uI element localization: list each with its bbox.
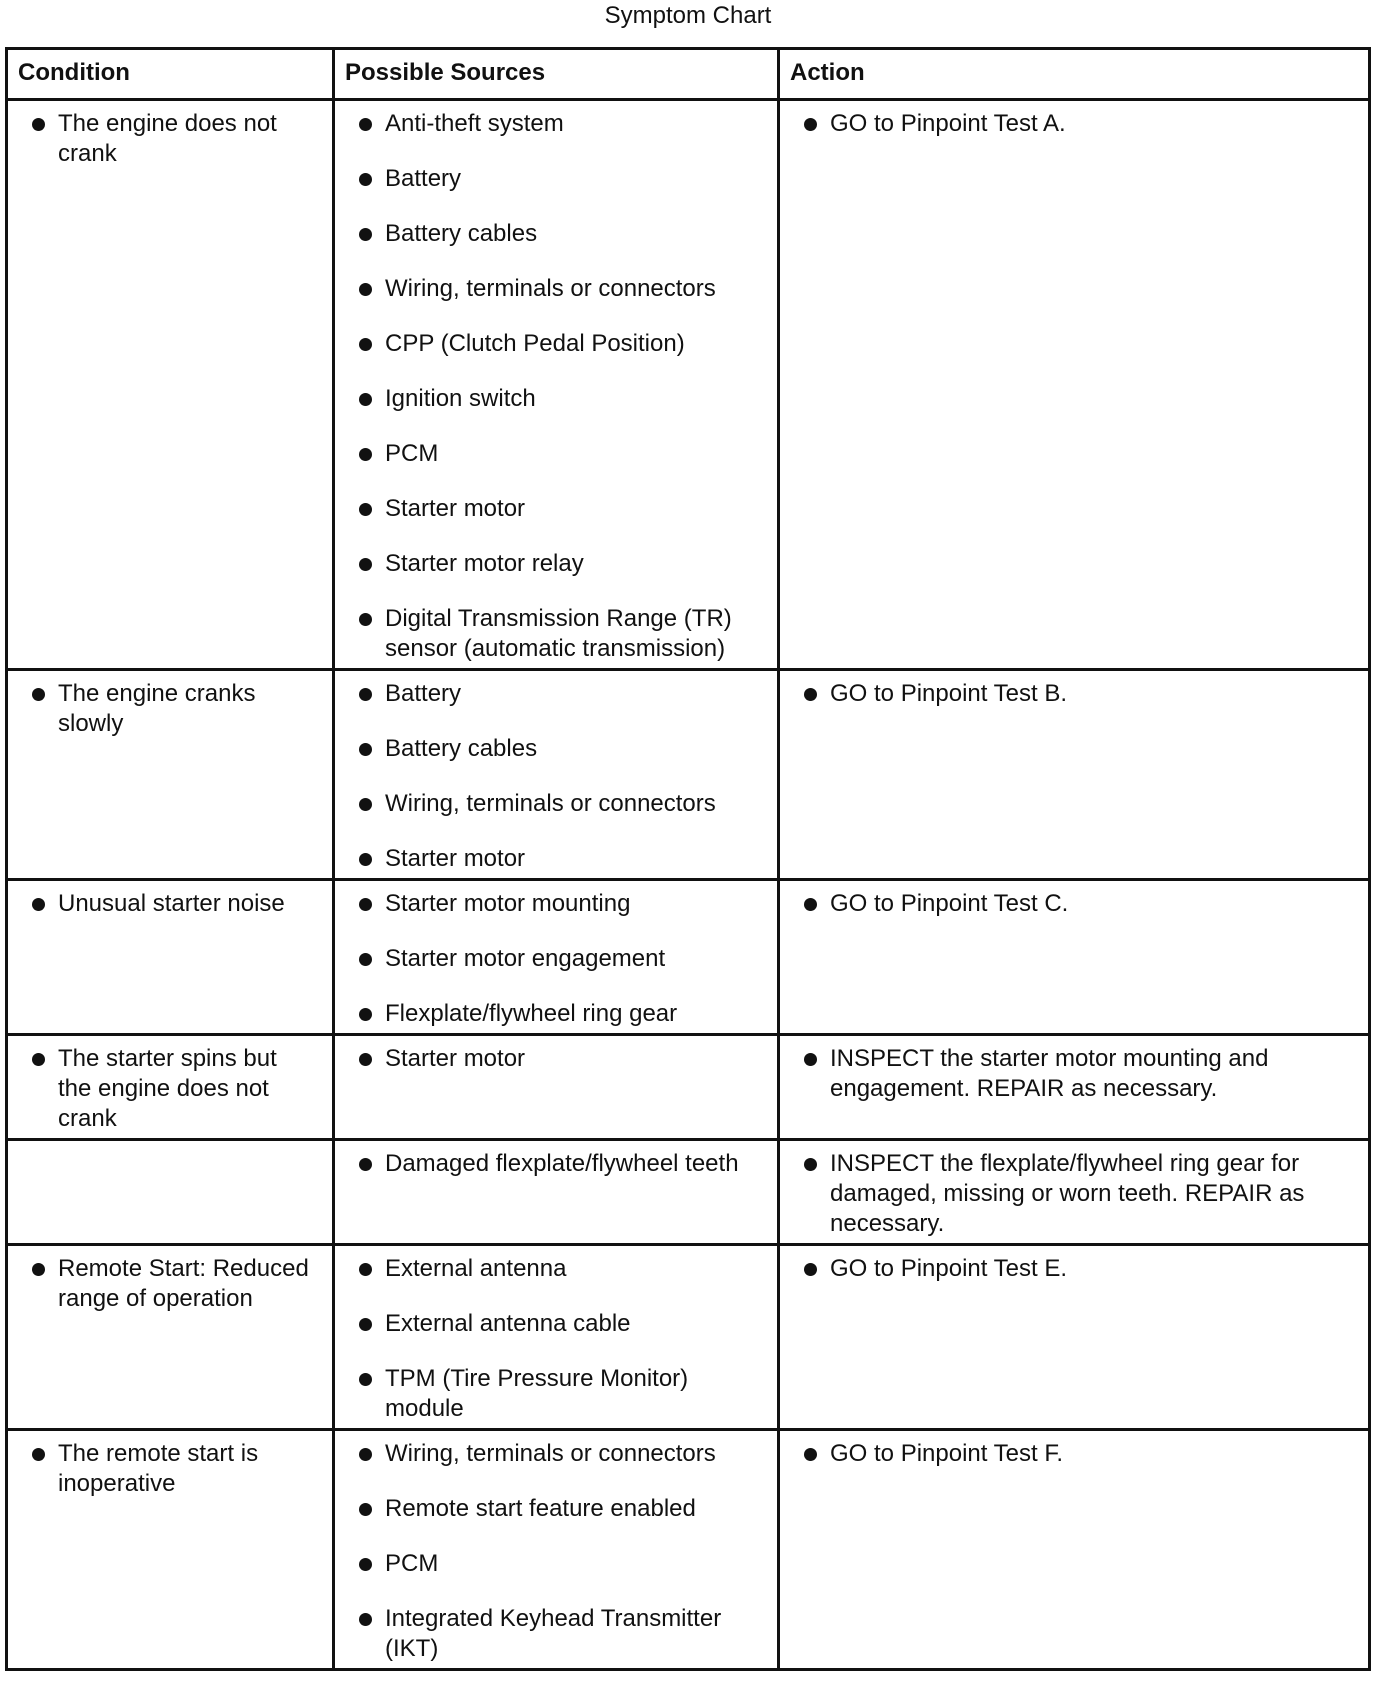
bullet-icon: [804, 1448, 817, 1461]
source-item: [357, 1494, 767, 1524]
condition-item: [30, 679, 322, 739]
bullet-list: [30, 1044, 322, 1134]
table-row: [7, 880, 1370, 1035]
source-item-text: Remote start feature enabled: [385, 1495, 696, 1522]
action-item-text: INSPECT the flexplate/flywheel ring gear for damaged, missing or worn teeth. REPAIR as necessary.: [830, 1150, 1305, 1237]
bullet-list: [30, 1254, 322, 1314]
source-item: [357, 889, 767, 919]
bullet-icon: [359, 558, 372, 571]
source-item-text: Battery cables: [385, 735, 538, 762]
bullet-icon: [804, 1263, 817, 1276]
bullet-icon: [32, 688, 45, 701]
source-item: [357, 274, 767, 304]
source-item-text: Wiring, terminals or connectors: [385, 790, 716, 817]
bullet-icon: [804, 898, 817, 911]
table-row: [7, 670, 1370, 880]
sources-cell: [334, 1140, 779, 1245]
source-item: [357, 604, 767, 664]
condition-cell: [7, 1245, 334, 1430]
condition-item: [30, 109, 322, 169]
source-item-text: Starter motor: [385, 495, 526, 522]
sources-cell: [334, 670, 779, 880]
source-item-text: PCM: [385, 440, 439, 467]
source-item: [357, 384, 767, 414]
bullet-icon: [359, 1503, 372, 1516]
bullet-icon: [32, 898, 45, 911]
source-item-text: Battery cables: [385, 220, 538, 247]
bullet-list: [357, 109, 767, 664]
source-item: [357, 329, 767, 359]
source-item: [357, 439, 767, 469]
source-item: [357, 679, 767, 709]
source-item-text: Starter motor relay: [385, 550, 584, 577]
source-item-text: Battery: [385, 165, 462, 192]
bullet-list: [802, 1439, 1358, 1469]
source-item: [357, 1439, 767, 1469]
source-item-text: Integrated Keyhead Transmitter (IKT): [385, 1605, 722, 1662]
bullet-list: [30, 109, 322, 169]
sources-cell: [334, 1245, 779, 1430]
bullet-icon: [359, 228, 372, 241]
bullet-icon: [359, 283, 372, 296]
source-item-text: Wiring, terminals or connectors: [385, 275, 716, 302]
source-item-text: Digital Transmission Range (TR) sensor (automatic transmission): [385, 605, 732, 662]
bullet-list: [357, 1044, 767, 1074]
bullet-list: [357, 1439, 767, 1664]
action-item: [802, 109, 1358, 139]
bullet-list: [357, 1254, 767, 1424]
bullet-icon: [359, 1053, 372, 1066]
condition-item: [30, 1439, 322, 1499]
condition-cell: [7, 100, 334, 670]
bullet-icon: [32, 1263, 45, 1276]
bullet-icon: [804, 118, 817, 131]
sources-cell: [334, 880, 779, 1035]
action-cell: [779, 880, 1370, 1035]
bullet-icon: [359, 743, 372, 756]
action-item-text: INSPECT the starter motor mounting and engagement. REPAIR as necessary.: [830, 1045, 1269, 1102]
action-cell: [779, 100, 1370, 670]
source-item: [357, 494, 767, 524]
source-item-text: External antenna: [385, 1255, 567, 1282]
source-item: [357, 109, 767, 139]
condition-cell: [7, 880, 334, 1035]
action-cell: [779, 1140, 1370, 1245]
condition-item: [30, 1044, 322, 1134]
source-item-text: Starter motor: [385, 1045, 526, 1072]
bullet-list: [30, 679, 322, 739]
action-item-text: GO to Pinpoint Test C.: [830, 890, 1069, 917]
source-item: [357, 999, 767, 1029]
condition-item-text: The remote start is inoperative: [58, 1440, 259, 1497]
bullet-icon: [359, 173, 372, 186]
action-item: [802, 679, 1358, 709]
bullet-icon: [359, 1448, 372, 1461]
source-item: [357, 1149, 767, 1179]
bullet-icon: [804, 688, 817, 701]
source-item-text: Starter motor mounting: [385, 890, 631, 917]
condition-item: [30, 889, 322, 919]
source-item-text: Ignition switch: [385, 385, 536, 412]
source-item-text: PCM: [385, 1550, 439, 1577]
bullet-icon: [359, 1263, 372, 1276]
bullet-list: [357, 889, 767, 1029]
source-item: [357, 844, 767, 874]
source-item: [357, 944, 767, 974]
source-item-text: Flexplate/flywheel ring gear: [385, 1000, 678, 1027]
source-item: [357, 549, 767, 579]
action-cell: [779, 670, 1370, 880]
action-item-text: GO to Pinpoint Test A.: [830, 110, 1066, 137]
source-item: [357, 1044, 767, 1074]
bullet-list: [802, 1044, 1358, 1104]
bullet-icon: [359, 953, 372, 966]
bullet-list: [802, 1149, 1358, 1239]
header-row: [7, 49, 1370, 100]
header-condition: Condition: [7, 49, 334, 100]
condition-cell: [7, 1035, 334, 1140]
condition-item-text: The engine does not crank: [58, 110, 277, 167]
action-item-text: GO to Pinpoint Test B.: [830, 680, 1068, 707]
bullet-list: [802, 679, 1358, 709]
bullet-icon: [359, 1613, 372, 1626]
action-item-text: GO to Pinpoint Test E.: [830, 1255, 1068, 1282]
action-cell: [779, 1035, 1370, 1140]
source-item: [357, 789, 767, 819]
source-item: [357, 164, 767, 194]
bullet-icon: [359, 118, 372, 131]
bullet-list: [802, 109, 1358, 139]
bullet-list: [30, 889, 322, 919]
table-row: [7, 1430, 1370, 1670]
bullet-icon: [359, 798, 372, 811]
bullet-icon: [359, 1158, 372, 1171]
bullet-icon: [804, 1158, 817, 1171]
action-cell: [779, 1430, 1370, 1670]
source-item: [357, 1254, 767, 1284]
bullet-icon: [359, 338, 372, 351]
bullet-icon: [359, 1318, 372, 1331]
source-item: [357, 1604, 767, 1664]
bullet-icon: [32, 118, 45, 131]
source-item: [357, 1364, 767, 1424]
condition-item-text: Unusual starter noise: [58, 890, 285, 917]
bullet-list: [357, 679, 767, 874]
bullet-icon: [359, 1008, 372, 1021]
source-item: [357, 734, 767, 764]
condition-cell: [7, 670, 334, 880]
bullet-list: [357, 1149, 767, 1179]
table-row: [7, 1140, 1370, 1245]
action-cell: [779, 1245, 1370, 1430]
bullet-list: [30, 1439, 322, 1499]
source-item-text: TPM (Tire Pressure Monitor) module: [385, 1365, 689, 1422]
action-item-text: GO to Pinpoint Test F.: [830, 1440, 1064, 1467]
table-row: [7, 1245, 1370, 1430]
condition-item-text: The starter spins but the engine does not crank: [58, 1045, 277, 1132]
bullet-icon: [32, 1448, 45, 1461]
bullet-icon: [804, 1053, 817, 1066]
bullet-icon: [32, 1053, 45, 1066]
bullet-list: [802, 1254, 1358, 1284]
bullet-icon: [359, 613, 372, 626]
bullet-icon: [359, 1558, 372, 1571]
action-item: [802, 1439, 1358, 1469]
condition-item-text: Remote Start: Reduced range of operation: [58, 1255, 309, 1312]
header-possible-sources: Possible Sources: [334, 49, 779, 100]
source-item: [357, 1549, 767, 1579]
source-item-text: Damaged flexplate/flywheel teeth: [385, 1150, 739, 1177]
source-item: [357, 219, 767, 249]
bullet-icon: [359, 898, 372, 911]
sources-cell: [334, 1035, 779, 1140]
symptom-table: [5, 47, 1371, 1671]
source-item: [357, 1309, 767, 1339]
action-item: [802, 1149, 1358, 1239]
table-row: [7, 100, 1370, 670]
action-item: [802, 889, 1358, 919]
bullet-icon: [359, 688, 372, 701]
source-item-text: CPP (Clutch Pedal Position): [385, 330, 685, 357]
condition-cell: [7, 1430, 334, 1670]
header-action: Action: [779, 49, 1370, 100]
action-item: [802, 1044, 1358, 1104]
source-item-text: Starter motor: [385, 845, 526, 872]
source-item-text: Wiring, terminals or connectors: [385, 1440, 716, 1467]
chart-title: Symptom Chart: [604, 2, 772, 29]
source-item-text: Battery: [385, 680, 462, 707]
condition-item-text: The engine cranks slowly: [58, 680, 256, 737]
sources-cell: [334, 100, 779, 670]
bullet-icon: [359, 448, 372, 461]
sources-cell: [334, 1430, 779, 1670]
source-item-text: External antenna cable: [385, 1310, 631, 1337]
action-item: [802, 1254, 1358, 1284]
bullet-list: [802, 889, 1358, 919]
source-item-text: Anti-theft system: [385, 110, 564, 137]
bullet-icon: [359, 393, 372, 406]
table-row: [7, 1035, 1370, 1140]
bullet-icon: [359, 853, 372, 866]
bullet-icon: [359, 503, 372, 516]
condition-cell: [7, 1140, 334, 1245]
bullet-icon: [359, 1373, 372, 1386]
source-item-text: Starter motor engagement: [385, 945, 666, 972]
condition-item: [30, 1254, 322, 1314]
